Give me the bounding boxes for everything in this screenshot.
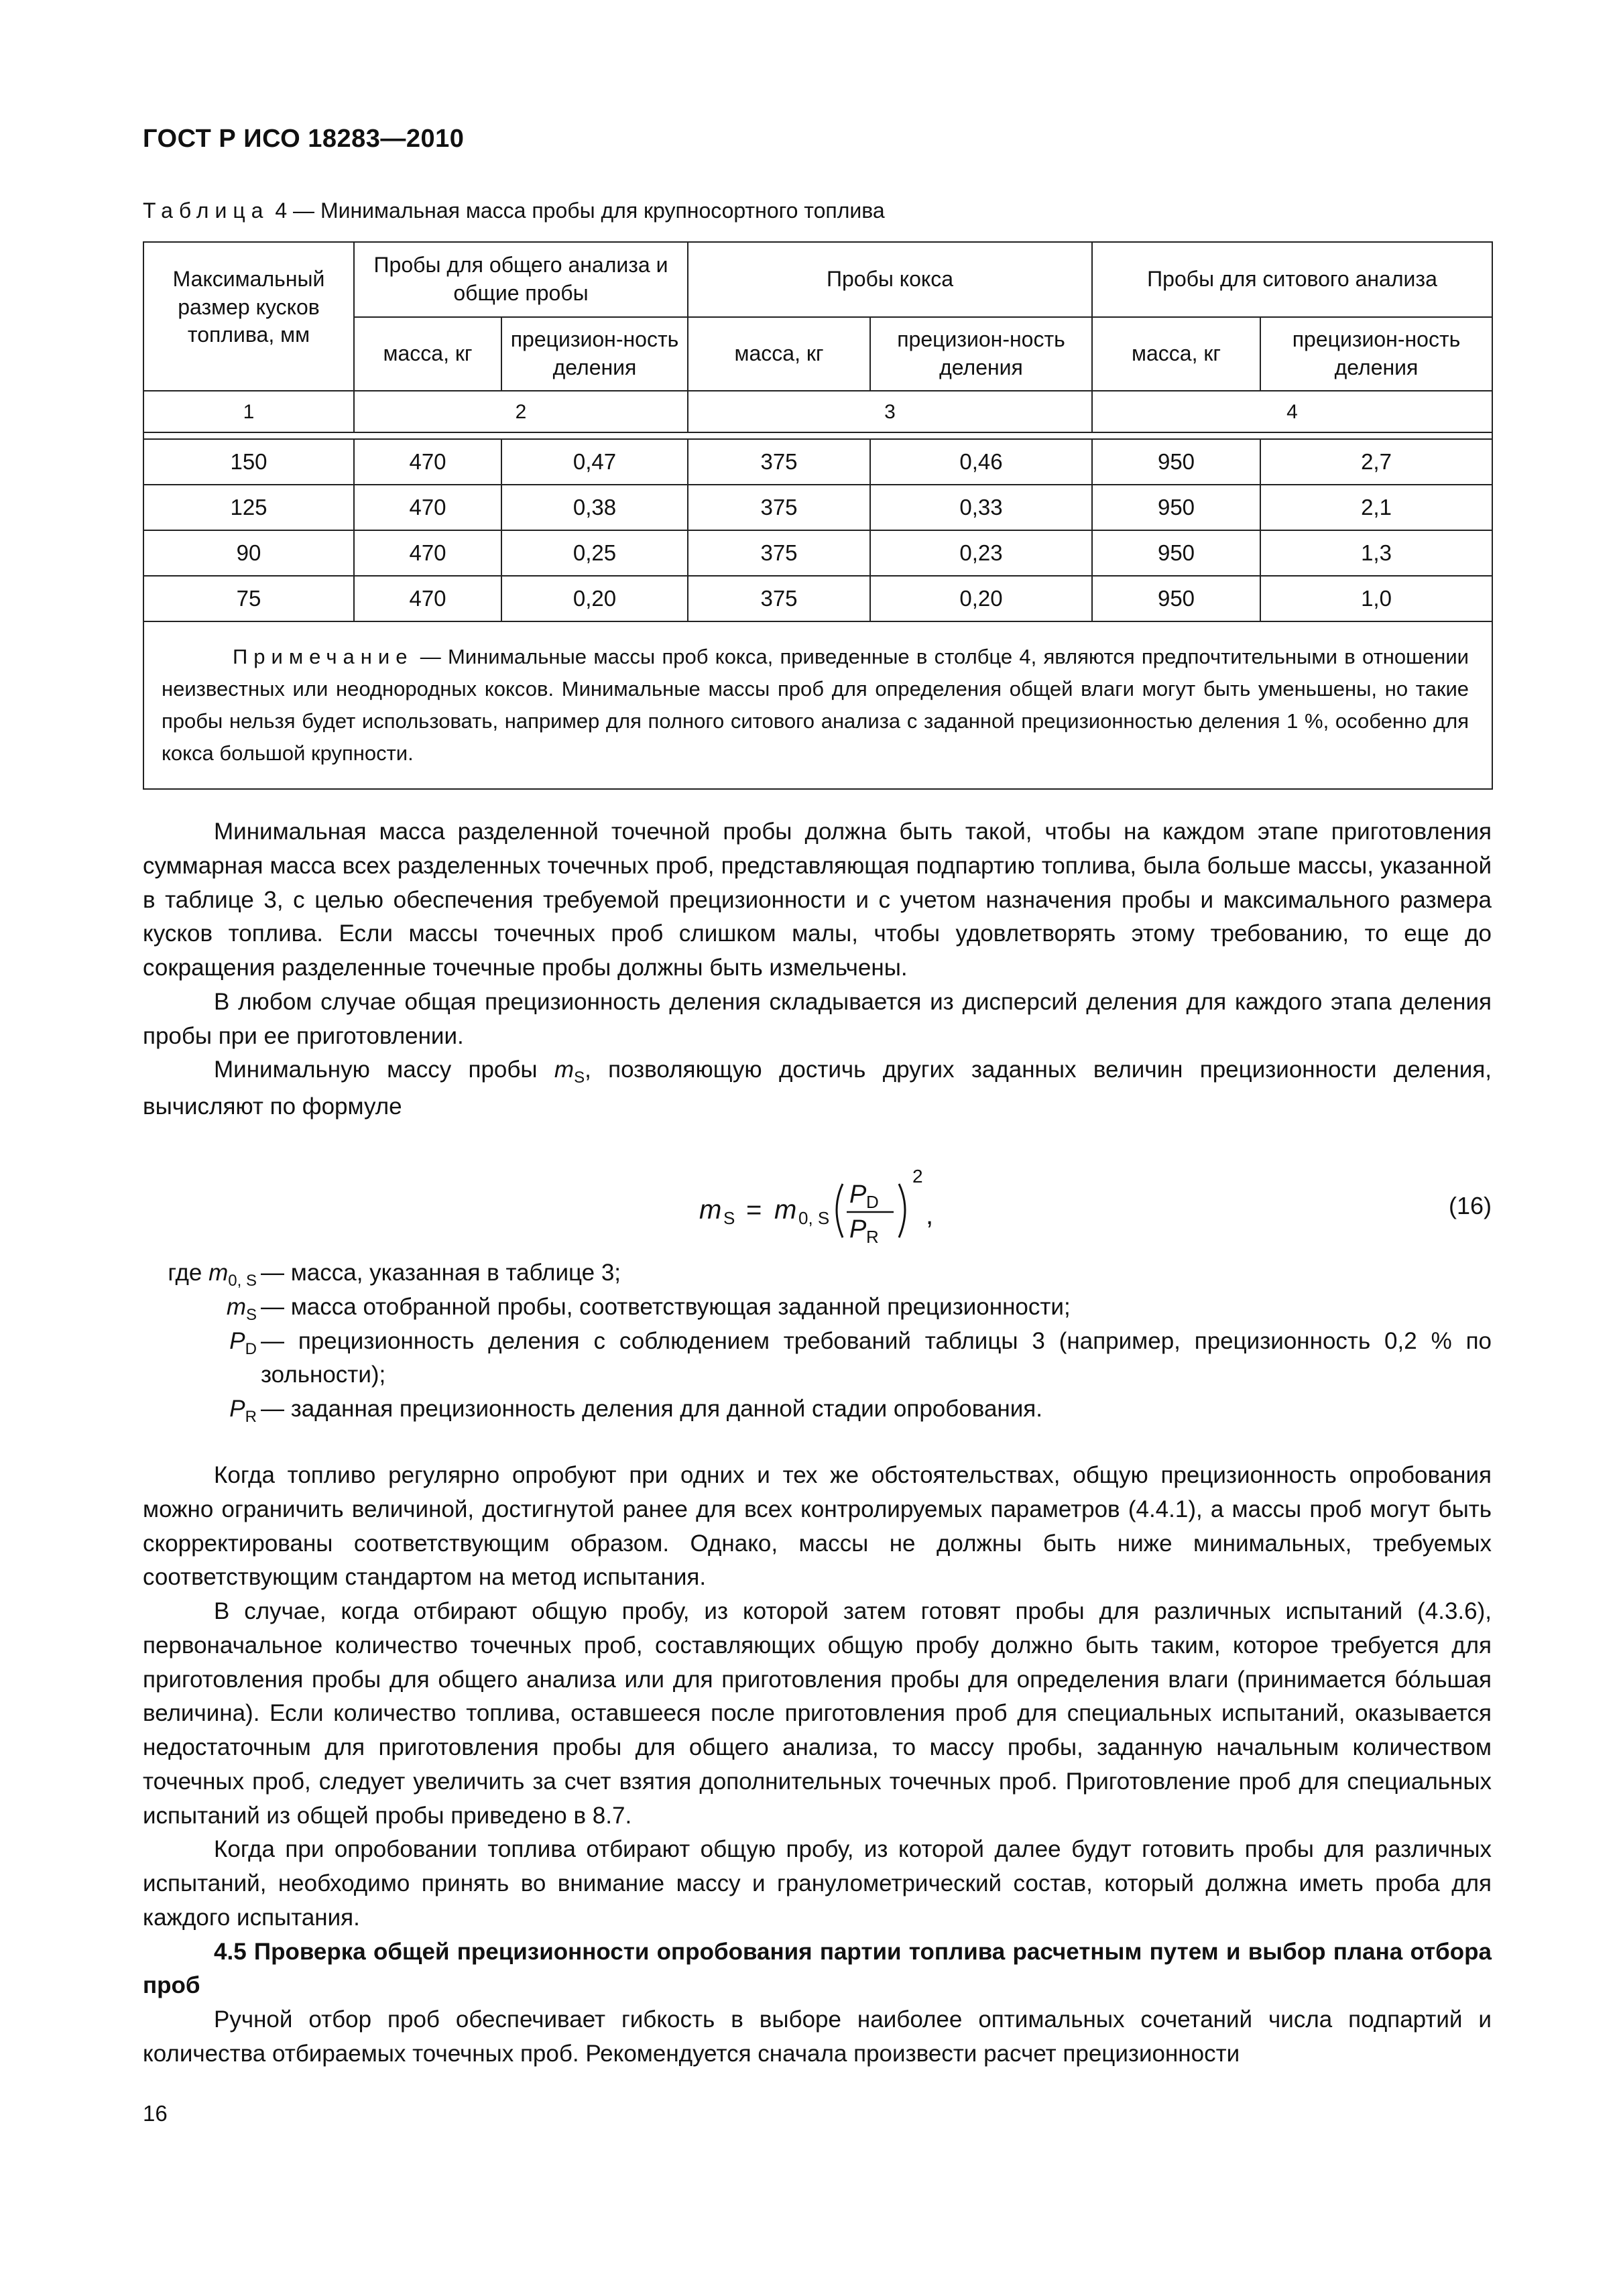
formula-definitions bbox=[143, 1256, 1492, 1427]
paragraph-text: , позволяющую достичь других заданных величин прецизионности деления, вычисляют по формуле bbox=[143, 1056, 1492, 1120]
cell-precision: 0,23 bbox=[870, 530, 1092, 576]
sub-header-mass: масса, кг bbox=[1092, 317, 1260, 391]
formula-expression bbox=[699, 1157, 1075, 1258]
cell-precision: 1,3 bbox=[1260, 530, 1492, 576]
cell-precision: 0,46 bbox=[870, 439, 1092, 485]
note-text: — Минимальные массы проб кокса, приведенные в столбце 4, являются предпочтительными в отношении неизвестных или неоднородных коксов. Минимальные массы проб для определения общей влаги могут быть уменьшены, но такие пробы нельзя будет использовать, например для полного ситового анализа с заданной прецизионностью деления 1 %, особенно для кокса большой крупности. bbox=[162, 645, 1469, 766]
cell-precision: 1,0 bbox=[1260, 576, 1492, 621]
cell-size: 90 bbox=[143, 530, 354, 576]
formula-16 bbox=[143, 1157, 1492, 1258]
svg-text:D: D bbox=[866, 1192, 879, 1212]
cell-mass: 470 bbox=[354, 530, 501, 576]
cell-mass: 470 bbox=[354, 485, 501, 530]
svg-text:0, S: 0, S bbox=[798, 1208, 830, 1228]
paragraph: В любом случае общая прецизионность деления складывается из дисперсий деления для каждого этапа деления пробы при ее приготовлении. bbox=[143, 988, 1492, 1049]
where-label: где bbox=[168, 1260, 202, 1286]
cell-precision: 2,1 bbox=[1260, 485, 1492, 530]
cell-precision: 0,47 bbox=[501, 439, 688, 485]
page-number: 16 bbox=[143, 2101, 168, 2126]
column-number: 4 bbox=[1092, 391, 1492, 432]
table-row bbox=[143, 576, 1492, 621]
sub-header-mass: масса, кг bbox=[688, 317, 870, 391]
body-block-1 bbox=[143, 815, 1492, 1124]
cell-precision: 0,20 bbox=[870, 576, 1092, 621]
svg-text:m: m bbox=[699, 1195, 722, 1225]
svg-text:,: , bbox=[926, 1201, 934, 1230]
cell-mass: 470 bbox=[354, 439, 501, 485]
sub-header-mass: масса, кг bbox=[354, 317, 501, 391]
table-caption bbox=[143, 198, 885, 223]
paragraph-text: Минимальную массу пробы bbox=[214, 1056, 554, 1083]
cell-mass: 375 bbox=[688, 439, 870, 485]
group-header-coke: Пробы кокса bbox=[688, 242, 1092, 317]
group-header-sieve: Пробы для ситового анализа bbox=[1092, 242, 1492, 317]
note-lead: Примечание bbox=[233, 645, 414, 668]
min-mass-table bbox=[143, 241, 1493, 790]
svg-text:2: 2 bbox=[912, 1166, 923, 1187]
paragraph: Ручной отбор проб обеспечивает гибкость в выборе наиболее оптимальных сочетаний числа подпартий и количества отбираемых точечных проб. Рекомендуется сначала произвести расчет прецизионности bbox=[143, 2006, 1492, 2067]
body-block-2 bbox=[143, 1459, 1492, 2071]
column-number: 3 bbox=[688, 391, 1092, 432]
sub-header-precision: прецизион-ность деления bbox=[870, 317, 1092, 391]
document-header: ГОСТ Р ИСО 18283—2010 bbox=[143, 125, 465, 153]
section-heading: 4.5 Проверка общей прецизионности опробования партии топлива расчетным путем и выбор плана отбора проб bbox=[143, 1938, 1492, 1999]
svg-text:m: m bbox=[774, 1195, 797, 1225]
cell-size: 125 bbox=[143, 485, 354, 530]
cell-precision: 2,7 bbox=[1260, 439, 1492, 485]
table-note bbox=[143, 621, 1492, 789]
table-divider bbox=[143, 432, 1492, 439]
cell-mass: 375 bbox=[688, 530, 870, 576]
cell-mass: 950 bbox=[1092, 576, 1260, 621]
column-number: 2 bbox=[354, 391, 688, 432]
svg-text:R: R bbox=[866, 1227, 879, 1247]
table-row bbox=[143, 485, 1492, 530]
cell-precision: 0,25 bbox=[501, 530, 688, 576]
definition-item: $m_S$ — масса отобранной пробы, соответствующая заданной прецизионности; bbox=[226, 1293, 1071, 1324]
cell-mass: 375 bbox=[688, 576, 870, 621]
paragraph-formula-intro: Минимальную массу пробы $m_S$, позволяющую достичь других заданных величин прецизионности деления, вычисляют по формуле bbox=[143, 1056, 1492, 1120]
cell-mass: 470 bbox=[354, 576, 501, 621]
sub-header-precision: прецизион-ность деления bbox=[501, 317, 688, 391]
sub-header-precision: прецизион-ность деления bbox=[1260, 317, 1492, 391]
cell-mass: 950 bbox=[1092, 439, 1260, 485]
cell-mass: 950 bbox=[1092, 530, 1260, 576]
svg-text:S: S bbox=[723, 1208, 735, 1228]
svg-text:P: P bbox=[849, 1181, 867, 1209]
paragraph: Когда топливо регулярно опробуют при одних и тех же обстоятельствах, общую прецизионность опробования можно ограничить величиной, достигнутой ранее для всех контролируемых параметров (4.4.1), а массы проб могут быть скорректированы соответствующим образом. Однако, массы не должны быть ниже минимальных, требуемых соответствующим стандартом на метод испытания. bbox=[143, 1462, 1492, 1591]
cell-precision: 0,38 bbox=[501, 485, 688, 530]
cell-mass: 375 bbox=[688, 485, 870, 530]
definition-item: где $m_{0, S}$ — масса, указанная в таблице 3; bbox=[168, 1260, 621, 1290]
paragraph: Когда при опробовании топлива отбирают общую пробу, из которой далее будут готовить пробы для различных испытаний, необходимо принять во внимание массу и гранулометрический состав, который должна иметь проба для каждого испытания. bbox=[143, 1836, 1492, 1931]
table-row bbox=[143, 530, 1492, 576]
column-number: 1 bbox=[143, 391, 354, 432]
definition-item: $P_D$ — прецизионность деления с соблюдением требований таблицы 3 (например, прецизионность 0,2 % по зольности); bbox=[229, 1327, 1492, 1388]
svg-text:P: P bbox=[849, 1215, 867, 1244]
cell-size: 75 bbox=[143, 576, 354, 621]
definition-item: $P_R$ — заданная прецизионность деления для данной стадии опробования. bbox=[229, 1396, 1042, 1426]
svg-text:=: = bbox=[746, 1195, 762, 1225]
cell-precision: 0,20 bbox=[501, 576, 688, 621]
table-caption-text: 4 — Минимальная масса пробы для крупносортного топлива bbox=[269, 198, 885, 223]
col-header-max-size: Максимальный размер кусков топлива, мм bbox=[143, 242, 354, 391]
group-header-general: Пробы для общего анализа и общие пробы bbox=[354, 242, 688, 317]
paragraph: В случае, когда отбирают общую пробу, из которой затем готовят пробы для различных испытаний (4.3.6), первоначальное количество точечных проб, составляющих общую пробу должно быть таким, которое требуется для приготовления пробы для общего анализа или для приготовления пробы для определения влаги (принимается бóльшая величина). Если количество топлива, оставшееся после приготовления проб для специальных испытаний, оказывается недостаточным для приготовления пробы для общего анализа, то массу пробы, заданную начальным количеством точечных проб, следует увеличить за счет взятия дополнительных точечных проб. Приготовление проб для специальных испытаний из общей пробы приведено в 8.7. bbox=[143, 1598, 1492, 1829]
cell-precision: 0,33 bbox=[870, 485, 1092, 530]
formula-number: (16) bbox=[1448, 1192, 1492, 1219]
table-row bbox=[143, 439, 1492, 485]
paragraph: Минимальная масса разделенной точечной пробы должна быть такой, чтобы на каждом этапе приготовления суммарная масса всех разделенных точечных проб, представляющая подпартию топлива, была больше массы, указанной в таблице 3, с целью обеспечения требуемой прецизионности и с учетом назначения пробы и максимального размера кусков топлива. Если массы точечных проб слишком малы, чтобы удовлетворять этому требованию, то еще до сокращения разделенные точечные пробы должны быть измельчены. bbox=[143, 819, 1492, 981]
cell-size: 150 bbox=[143, 439, 354, 485]
cell-mass: 950 bbox=[1092, 485, 1260, 530]
table-caption-prefix: Таблица bbox=[143, 198, 269, 223]
